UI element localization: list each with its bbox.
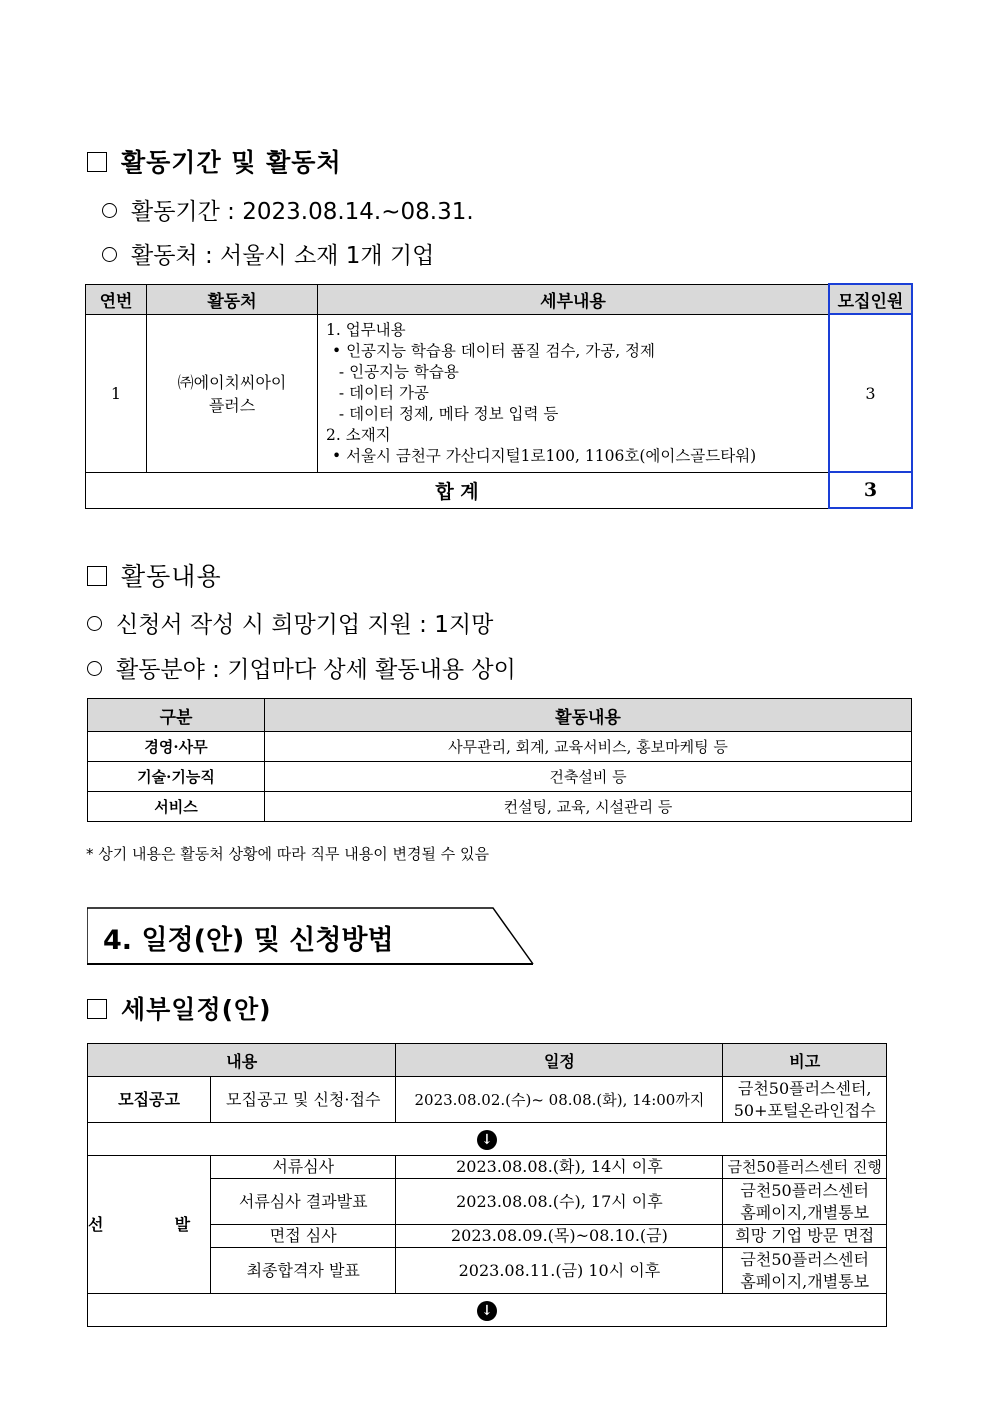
table-row: 경영·사무 사무관리, 회계, 교육서비스, 홍보마케팅 등: [88, 732, 912, 762]
schedule-table: [87, 1043, 887, 1327]
circle-bullet-icon: [102, 203, 117, 218]
row-count: 3: [829, 314, 912, 472]
down-arrow-icon: ↓: [477, 1130, 497, 1150]
total-value: 3: [829, 472, 912, 508]
banner-title: 4. 일정(안) 및 신청방법: [103, 925, 394, 956]
checkbox-square-icon: [87, 999, 107, 1019]
down-arrow-icon: ↓: [477, 1301, 497, 1321]
row-no: 1: [86, 314, 147, 472]
header-count: 모집인원: [829, 284, 912, 314]
header-details: 세부내용: [318, 284, 830, 314]
selection-label: 선 발: [88, 1156, 211, 1294]
section-heading-activity: 활동기간 및 활동처: [87, 143, 342, 179]
footnote: * 상기 내용은 활동처 상황에 따라 직무 내용이 변경될 수 있음: [86, 845, 489, 863]
row-details: 1. 업무내용 • 인공지능 학습용 데이터 품질 검수, 가공, 정제 - 인공지능 학습용 - 데이터 가공 - 데이터 정제, 메타 정보 입력 등 2. 소재지 • 서울시 금천구 가산디지털1로100, 1106호(에이스골드타워): [318, 314, 830, 472]
bullet-activity-period: 활동기간 : 2023.08.14.~08.31.: [102, 193, 474, 226]
header-category: 구분: [88, 699, 265, 732]
circle-bullet-icon: [102, 247, 117, 262]
checkbox-square-icon: [87, 566, 107, 586]
table-row: 선 발 서류심사 2023.08.08.(화), 14시 이후 금천50플러스센터 진행: [88, 1156, 887, 1179]
activity-place-table: [85, 283, 913, 509]
table-row: 서류심사 결과발표 2023.08.08.(수), 17시 이후 금천50플러스센터 홈페이지,개별통보: [88, 1179, 887, 1225]
bullet-application: 신청서 작성 시 희망기업 지원 : 1지망: [87, 606, 493, 639]
section-heading-content: 활동내용: [87, 557, 222, 593]
table-row: 면접 심사 2023.08.09.(목)~08.10.(금) 희망 기업 방문 면접: [88, 1225, 887, 1248]
total-label: 합 계: [86, 472, 830, 508]
activity-field-table: [87, 698, 912, 822]
header-date: 일정: [396, 1044, 723, 1077]
header-activity: 활동내용: [265, 699, 912, 732]
circle-bullet-icon: [87, 661, 102, 676]
section-heading-schedule: 세부일정(안): [87, 990, 272, 1026]
bullet-activity-place: 활동처 : 서울시 소재 1개 기업: [102, 237, 434, 270]
header-note: 비고: [723, 1044, 887, 1077]
header-company: 활동처: [147, 284, 318, 314]
table-row: 기술·기능직 건축설비 등: [88, 762, 912, 792]
table-row: 최종합격자 발표 2023.08.11.(금) 10시 이후 금천50플러스센터 홈페이지,개별통보: [88, 1248, 887, 1294]
row-company: ㈜에이치씨아이 플러스: [147, 314, 318, 472]
checkbox-square-icon: [87, 152, 107, 172]
bullet-field: 활동분야 : 기업마다 상세 활동내용 상이: [87, 651, 516, 684]
header-content: 내용: [88, 1044, 396, 1077]
recruit-note: 금천50플러스센터, 50+포털온라인접수: [723, 1077, 887, 1123]
table-row: [86, 314, 913, 472]
down-arrow-row: [88, 1123, 887, 1156]
header-no: 연번: [86, 284, 147, 314]
down-arrow-row: [88, 1294, 887, 1327]
table-row: 모집공고 모집공고 및 신청·접수 2023.08.02.(수)~ 08.08.(화), 14:00까지 금천50플러스센터, 50+포털온라인접수: [88, 1077, 887, 1123]
circle-bullet-icon: [87, 616, 102, 631]
table-row: 서비스 컨설팅, 교육, 시설관리 등: [88, 792, 912, 822]
